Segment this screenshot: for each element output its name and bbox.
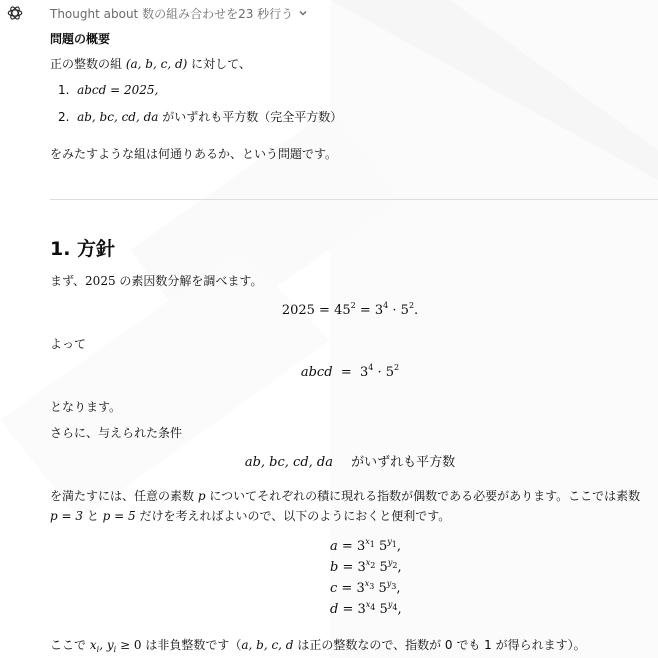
equation-system-row: $c = 3^{x_3}$ $5^{y_3}$,	[330, 579, 401, 596]
text-sarani: さらに、与えられた条件	[50, 426, 183, 440]
equation-system-row: $b = 3^{x_2}$ $5^{y_2}$,	[330, 558, 402, 575]
equation-abcd: abcd = $3^4 \cdot 5^2$	[300, 363, 400, 380]
section-title: 1. 方針	[50, 238, 116, 260]
list-item: 2. ab, bc, cd, da がいずれも平方数（完全平方数）	[58, 110, 343, 124]
thought-toggle[interactable]	[50, 4, 309, 22]
text-narimasu: となります。	[50, 400, 122, 414]
equation-system-row: $d = 3^{x_4}$ $5^{y_4}$,	[330, 600, 402, 617]
overview-intro: 正の整数の組 (a, b, c, d) に対して、	[50, 57, 251, 71]
text-yotte: よって	[50, 337, 87, 351]
divider	[50, 199, 658, 200]
thought-label: Thought about 数の組み合わせを23 秒行う	[50, 6, 294, 21]
equation-condition: ab, bc, cd, da がいずれも平方数	[244, 455, 456, 470]
paragraph-exponent: を満たすには、任意の素数 p についてそれぞれの積に現れる指数が偶数である必要があります。ここでは素数	[50, 489, 641, 503]
list-item: 1. abcd = 2025,	[58, 83, 159, 97]
paragraph-factorization: まず、2025 の素因数分解を調べます。	[50, 274, 263, 288]
equation-system-row: $a = 3^{x_1}$ $5^{y_1}$,	[330, 537, 402, 554]
overview-heading: 問題の概要	[50, 32, 111, 46]
overview-closing: をみたすような組は何通りあるか、という問題です。	[50, 147, 338, 161]
equation-factorization: $2025 = 45^2 = 3^4 \cdot 5^2$.	[281, 301, 419, 318]
chatgpt-logo-icon	[6, 4, 24, 22]
chevron-down-icon	[297, 7, 309, 19]
paragraph-exponent-cont: p = 3 と p = 5 だけを考えればよいので、以下のようにおくと便利です。	[50, 509, 451, 523]
paragraph-nonnegative: ここで $x_i$, $y_i \ge 0$ は非負整数です（a, b, c, d は正の整数なので、指数が 0 でも 1 が得られます）。	[50, 638, 586, 654]
